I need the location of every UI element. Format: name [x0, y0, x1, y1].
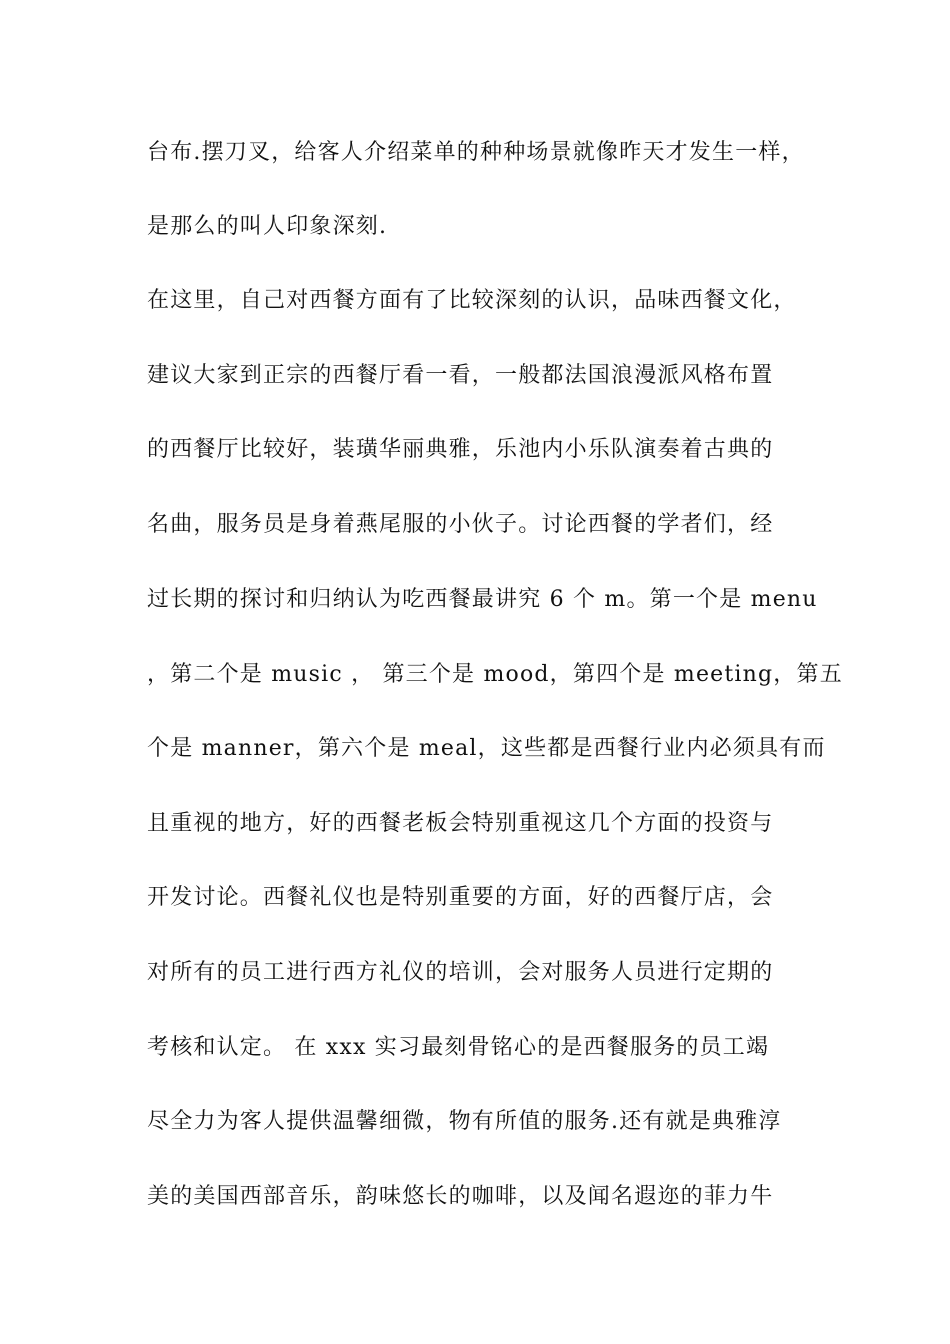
text-line: 尽全力为客人提供温馨细微，物有所值的服务.还有就是典雅淳 [147, 1109, 782, 1134]
text-line: 美的美国西部音乐，韵味悠长的咖啡，以及闻名遐迩的菲力牛 [147, 1184, 774, 1209]
text-line: 且重视的地方，好的西餐老板会特别重视这几个方面的投资与 [147, 811, 774, 836]
text-line: 的西餐厅比较好，装璜华丽典雅，乐池内小乐队演奏着古典的 [147, 437, 774, 462]
text-line: ，第二个是 music ， 第三个是 mood，第四个是 meeting，第五 [147, 662, 843, 687]
text-line: 台布.摆刀叉，给客人介绍菜单的种种场景就像昨天才发生一样， [147, 140, 805, 165]
text-line: 过长期的探讨和归纳认为吃西餐最讲究 6 个 m。第一个是 menu [147, 587, 818, 612]
text-line: 个是 manner，第六个是 meal，这些都是西餐行业内必须具有而 [147, 736, 826, 761]
text-line: 在这里，自己对西餐方面有了比较深刻的认识，品味西餐文化， [147, 288, 797, 313]
text-line: 名曲，服务员是身着燕尾服的小伙子。讨论西餐的学者们，经 [147, 512, 774, 537]
text-line: 考核和认定。 在 xxx 实习最刻骨铭心的是西餐服务的员工竭 [147, 1035, 770, 1060]
text-line: 对所有的员工进行西方礼仪的培训，会对服务人员进行定期的 [147, 960, 774, 985]
text-line: 开发讨论。西餐礼仪也是特别重要的方面，好的西餐厅店，会 [147, 885, 774, 910]
text-line: 建议大家到正宗的西餐厅看一看，一般都法国浪漫派风格布置 [147, 363, 774, 388]
text-line: 是那么的叫人印象深刻. [147, 214, 388, 239]
